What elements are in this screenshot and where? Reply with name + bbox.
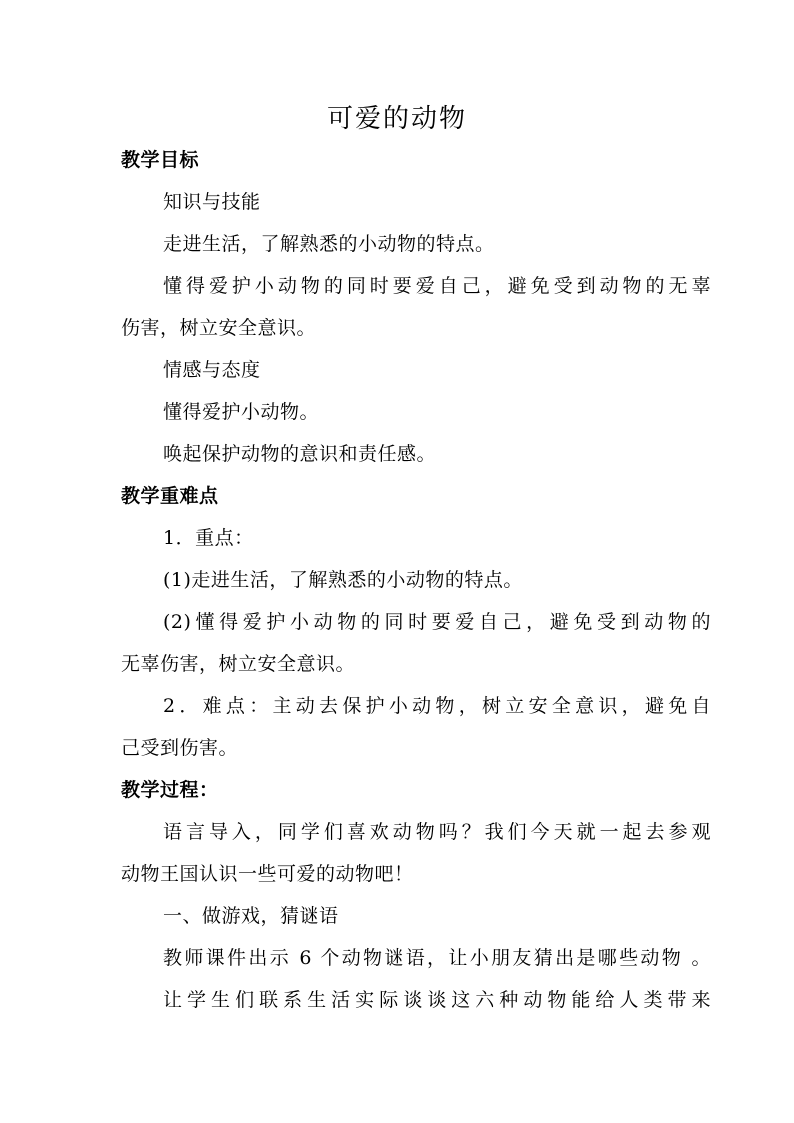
section-heading-key-points: 教学重难点 bbox=[121, 485, 219, 507]
paragraph-line: 懂得爱护小动物。 bbox=[163, 401, 320, 423]
section-heading-objectives: 教学目标 bbox=[121, 149, 200, 171]
document-title: 可爱的动物 bbox=[326, 104, 467, 134]
paragraph-line: 走进生活，了解熟悉的小动物的特点。 bbox=[163, 233, 495, 255]
paragraph-line: 无辜伤害，树立安全意识。 bbox=[121, 653, 356, 675]
paragraph-line: 唤起保护动物的意识和责任感。 bbox=[163, 443, 437, 465]
paragraph-line: 2．难点：主动去保护小动物，树立安全意识，避免自 bbox=[163, 695, 711, 717]
subheading-emotion-attitude: 情感与态度 bbox=[163, 359, 261, 381]
paragraph-line: 语言导入，同学们喜欢动物吗？我们今天就一起去参观 bbox=[163, 821, 711, 843]
section-heading-process: 教学过程： bbox=[121, 779, 219, 801]
paragraph-line: (1)走进生活，了解熟悉的小动物的特点。 bbox=[163, 569, 523, 591]
paragraph-line: 让学生们联系生活实际谈谈这六种动物能给人类带来 bbox=[163, 989, 711, 1011]
paragraph-line: 伤害，树立安全意识。 bbox=[121, 317, 317, 339]
paragraph-line: 己受到伤害。 bbox=[121, 737, 239, 759]
list-item-label: 1．重点： bbox=[163, 527, 254, 549]
subheading-game-riddles: 一、做游戏，猜谜语 bbox=[163, 905, 339, 927]
subheading-knowledge-skills: 知识与技能 bbox=[163, 191, 261, 213]
paragraph-line: 动物王国认识一些可爱的动物吧！ bbox=[121, 863, 414, 885]
paragraph-line: 懂得爱护小动物的同时要爱自己，避免受到动物的无辜 bbox=[163, 275, 711, 297]
paragraph-line: 教师课件出示 6 个动物谜语，让小朋友猜出是哪些动物 。 bbox=[163, 947, 711, 969]
paragraph-line: (2)懂得爱护小动物的同时要爱自己，避免受到动物的 bbox=[163, 611, 711, 633]
